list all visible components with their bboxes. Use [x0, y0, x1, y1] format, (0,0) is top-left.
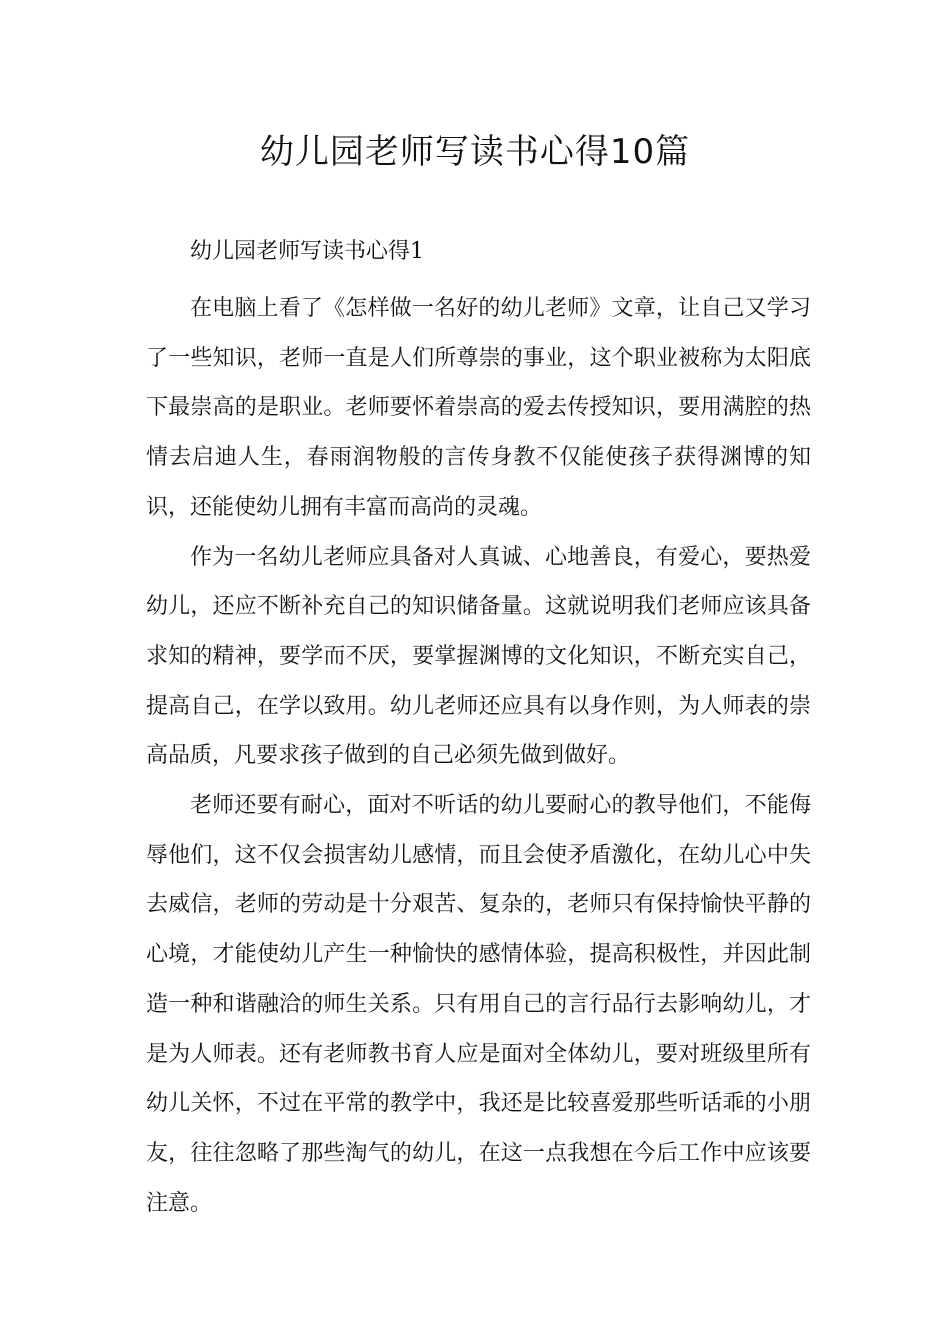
document-title: 幼儿园老师写读书心得10篇: [259, 132, 691, 172]
document-body: [146, 284, 811, 1228]
paragraph: 老师还要有耐心，面对不听话的幼儿要耐心的教导他们，不能侮辱他们，这不仅会损害幼儿感情，而且会使矛盾激化，在幼儿心中失去威信，老师的劳动是十分艰苦、复杂的，老师只有保持愉快平静的心境，才能使幼儿产生一种愉快的感情体验，提高积极性，并因此制造一种和谐融洽的师生关系。只有用自己的言行品行去影响幼儿，才是为人师表。还有老师教书育人应是面对全体幼儿，要对班级里所有幼儿关怀，不过在平常的教学中，我还是比较喜爱那些听话乖的小朋友，往往忽略了那些淘气的幼儿，在这一点我想在今后工作中应该要注意。: [146, 793, 811, 1216]
paragraph: 在电脑上看了《怎样做一名好的幼儿老师》文章，让自己又学习了一些知识，老师一直是人们所尊崇的事业，这个职业被称为太阳底下最崇高的是职业。老师要怀着崇高的爱去传授知识，要用满腔的热情去启迪人生，春雨润物般的言传身教不仅能使孩子获得渊博的知识，还能使幼儿拥有丰富而高尚的灵魂。: [146, 296, 811, 520]
section-heading: 幼儿园老师写读书心得1: [190, 239, 424, 264]
paragraph: 作为一名幼儿老师应具备对人真诚、心地善良，有爱心，要热爱幼儿，还应不断补充自己的知识储备量。这就说明我们老师应该具备求知的精神，要学而不厌，要掌握渊博的文化知识，不断充实自己，提高自己，在学以致用。幼儿老师还应具有以身作则，为人师表的崇高品质，凡要求孩子做到的自己必须先做到做好。: [146, 544, 811, 769]
